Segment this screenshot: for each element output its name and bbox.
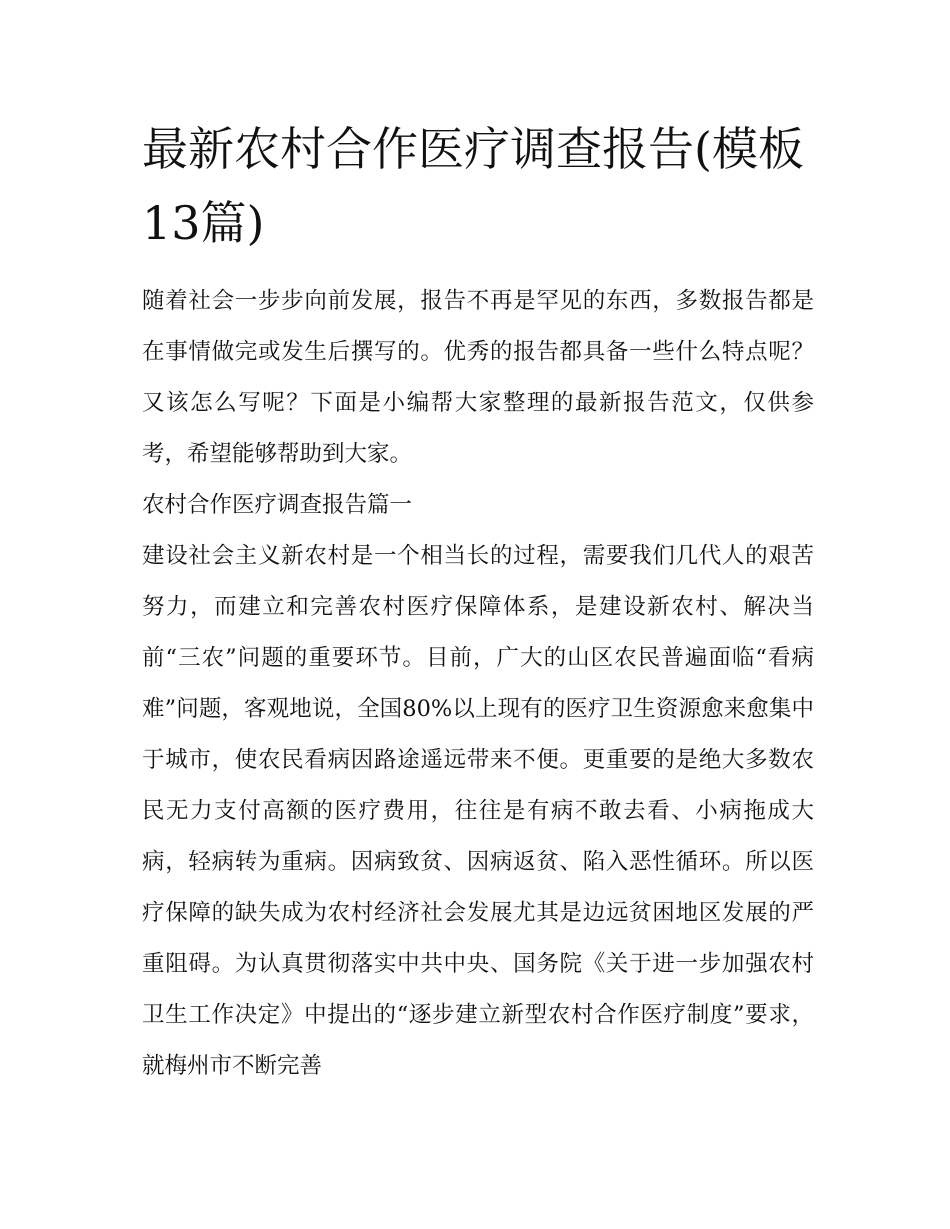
document-page bbox=[142, 112, 814, 1092]
intro-paragraph: 随着社会一步步向前发展，报告不再是罕见的东西，多数报告都是在事情做完或发生后撰写的。优秀的报告都具备一些什么特点呢？又该怎么写呢？下面是小编帮大家整理的最新报告范文，仅供参考，希望能够帮助到大家。 bbox=[142, 288, 814, 467]
body-paragraph: 建设社会主义新农村是一个相当长的过程，需要我们几代人的艰苦努力，而建立和完善农村医疗保障体系，是建设新农村、解决当前“三农”问题的重要环节。目前，广大的山区农民普遍面临“看病难”问题，客观地说，全国80%以上现有的医疗卫生资源愈来愈集中于城市，使农民看病因路途遥远带来不便。更重要的是绝大多数农民无力支付高额的医疗费用，往往是有病不敢去看、小病拖成大病，轻病转为重病。因病致贫、因病返贫、陷入恶性循环。所以医疗保障的缺失成为农村经济社会发展尤其是边远贫困地区发展的严重阻碍。为认真贯彻落实中共中央、国务院《关于进一步加强农村卫生工作决定》中提出的“逐步建立新型农村合作医疗制度”要求，就梅州市不断完善 bbox=[142, 543, 814, 1079]
section-heading: 农村合作医疗调查报告篇一 bbox=[142, 492, 413, 518]
document-title: 最新农村合作医疗调查报告(模板13篇) bbox=[142, 122, 804, 250]
document-body bbox=[142, 276, 814, 1092]
